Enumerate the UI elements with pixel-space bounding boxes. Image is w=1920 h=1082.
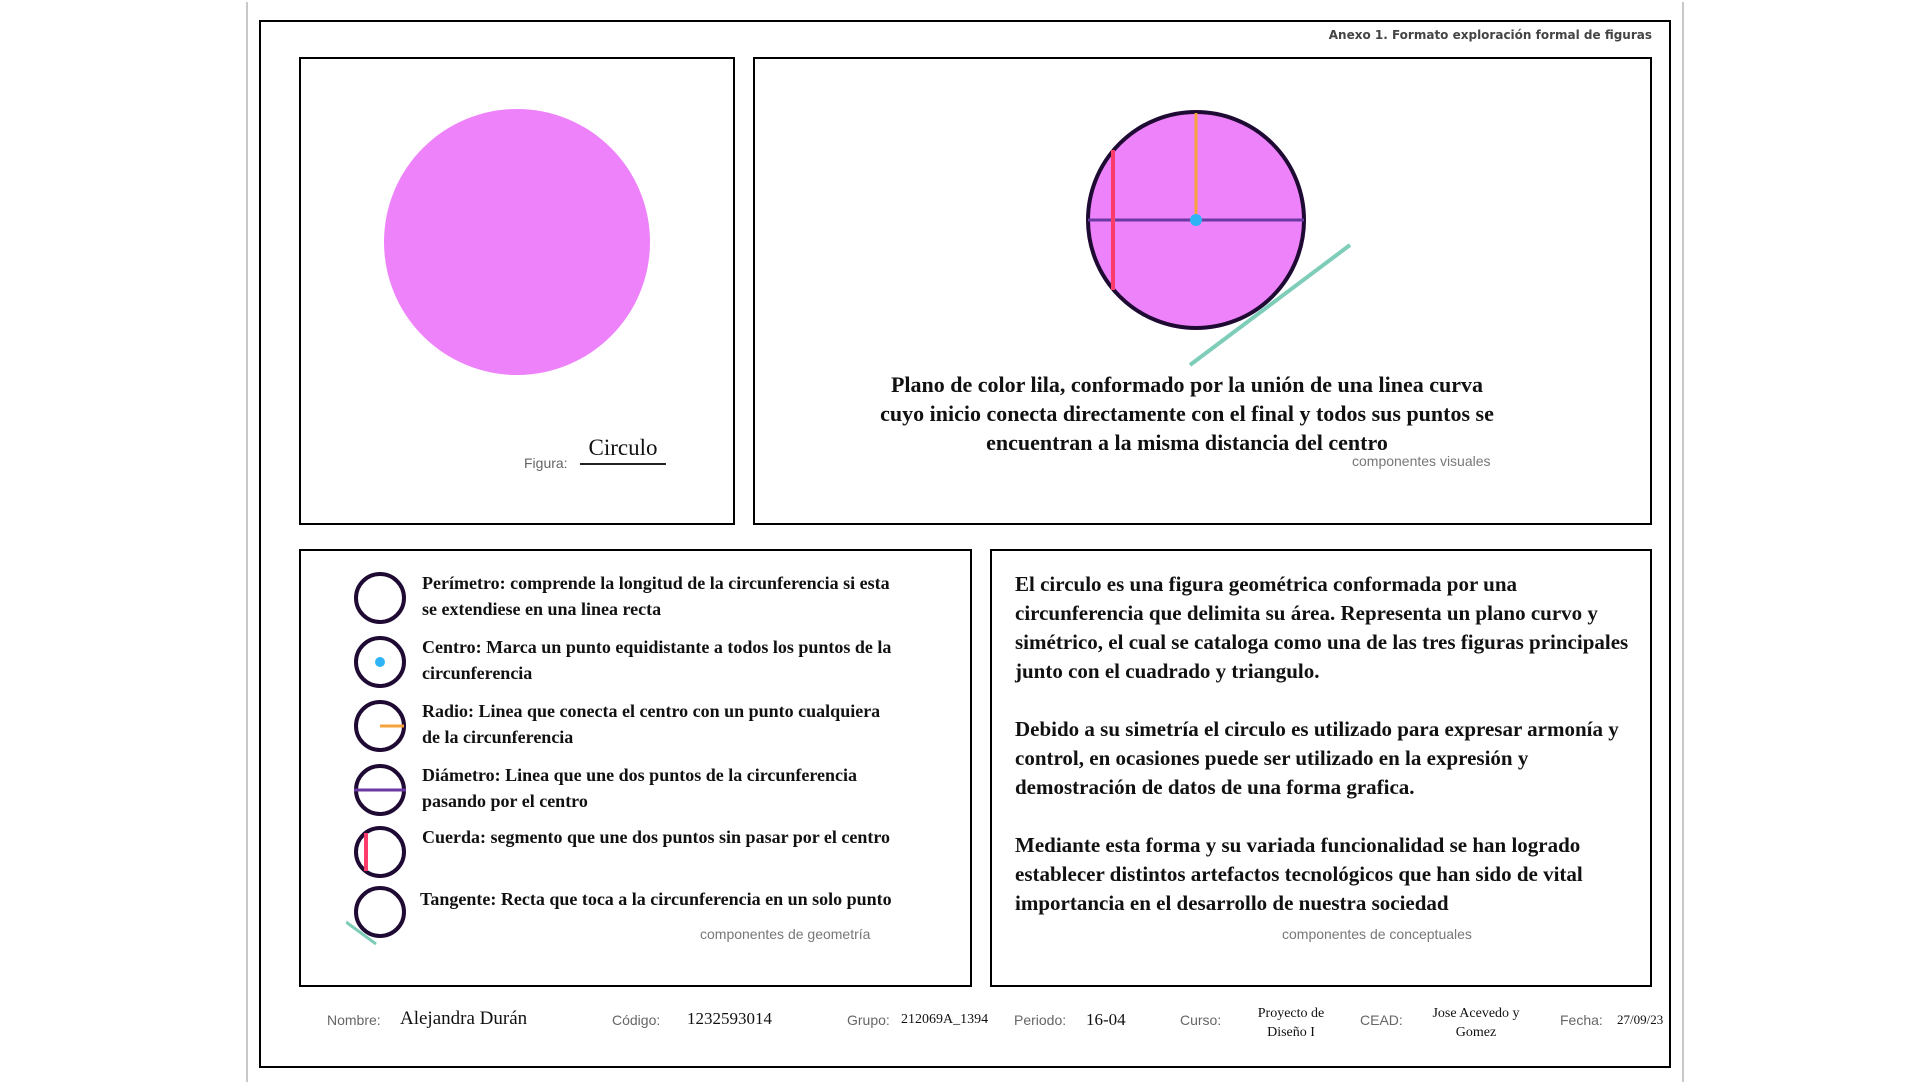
footer-grupo-value: 212069A_1394 (901, 1012, 989, 1027)
conceptual-paragraph: El circulo es una figura geométrica conformada por una circunferencia que delimita su área. Representa un plano curvo y simétrico, el cual se cataloga como una de las tres figuras principales junto con el cuadrado y triangulo. (1015, 572, 1629, 683)
footer-cead-line: Gomez (1455, 1025, 1497, 1040)
conceptual-paragraph: Mediante esta forma y su variada funcionalidad se han logrado establecer distintos artefactos tecnológicos que han sido de vital importancia en el desarrollo de nuestra sociedad (1015, 833, 1583, 915)
geometry-item-text: Perímetro: comprende la longitud de la circunferencia si esta se extendiese en una linea recta (422, 573, 890, 619)
radius-icon (352, 698, 408, 754)
footer-cead-value (1420, 1004, 1532, 1042)
visual-description-line: cuyo inicio conecta directamente con el final y todos sus puntos se (880, 401, 1494, 426)
tangent-icon (346, 886, 408, 948)
diameter-icon (352, 762, 408, 818)
figure-circle (384, 109, 650, 375)
footer-codigo-value: 1232593014 (687, 1009, 772, 1028)
geometry-item-text: Radio: Linea que conecta el centro con un punto cualquiera de la circunferencia (422, 701, 881, 747)
figure-label: Figura: (524, 455, 568, 471)
footer-periodo-label: Periodo: (1014, 1012, 1067, 1028)
conceptual-caption: componentes de conceptuales (1282, 926, 1472, 942)
geometry-item-text: Tangente: Recta que toca a la circunferencia en un solo punto (420, 889, 892, 909)
geometry-item-text: Diámetro: Linea que une dos puntos de la circunferencia pasando por el centro (422, 765, 858, 811)
footer-codigo-label: Código: (612, 1012, 661, 1028)
conceptual-paragraph: Debido a su simetría el circulo es utilizado para expresar armonía y control, en ocasiones puede ser utilizado en la expresión y demostración de datos de una forma grafica. (1015, 717, 1619, 799)
footer-curso-line: Proyecto de (1257, 1006, 1325, 1021)
center-icon (352, 634, 408, 690)
visual-caption: componentes visuales (1352, 453, 1491, 469)
footer-curso-value (1245, 1004, 1337, 1042)
annex-title: Anexo 1. Formato exploración formal de figuras (1328, 28, 1652, 42)
conceptual-text (1015, 570, 1635, 947)
footer-curso-line: Diseño I (1267, 1025, 1315, 1040)
footer-fecha-value: 27/09/23 (1617, 1012, 1664, 1027)
geometry-item-text: Centro: Marca un punto equidistante a todos los puntos de la circunferencia (422, 637, 892, 683)
geometry-caption: componentes de geometría (700, 926, 871, 942)
footer-cead-line: Jose Acevedo y (1432, 1006, 1520, 1021)
footer-nombre-label: Nombre: (327, 1012, 381, 1028)
footer-grupo-label: Grupo: (847, 1012, 890, 1028)
visual-circle-diagram (1070, 100, 1370, 380)
visual-description (852, 370, 1522, 457)
perimeter-icon (352, 570, 408, 626)
chord-icon (352, 824, 408, 880)
visual-description-line: encuentran a la misma distancia del centro (986, 430, 1388, 455)
footer-curso-label: Curso: (1180, 1012, 1222, 1028)
figure-name: Circulo (580, 435, 666, 465)
footer-nombre-value: Alejandra Durán (400, 1008, 528, 1029)
geometry-item-text: Cuerda: segmento que une dos puntos sin pasar por el centro (422, 827, 891, 847)
footer-periodo-value: 16-04 (1086, 1010, 1126, 1029)
footer-fecha-label: Fecha: (1560, 1012, 1603, 1028)
footer-cead-label: CEAD: (1360, 1012, 1403, 1028)
diagram-center-dot (1190, 214, 1202, 226)
visual-description-line: Plano de color lila, conformado por la unión de una linea curva (890, 372, 1483, 397)
